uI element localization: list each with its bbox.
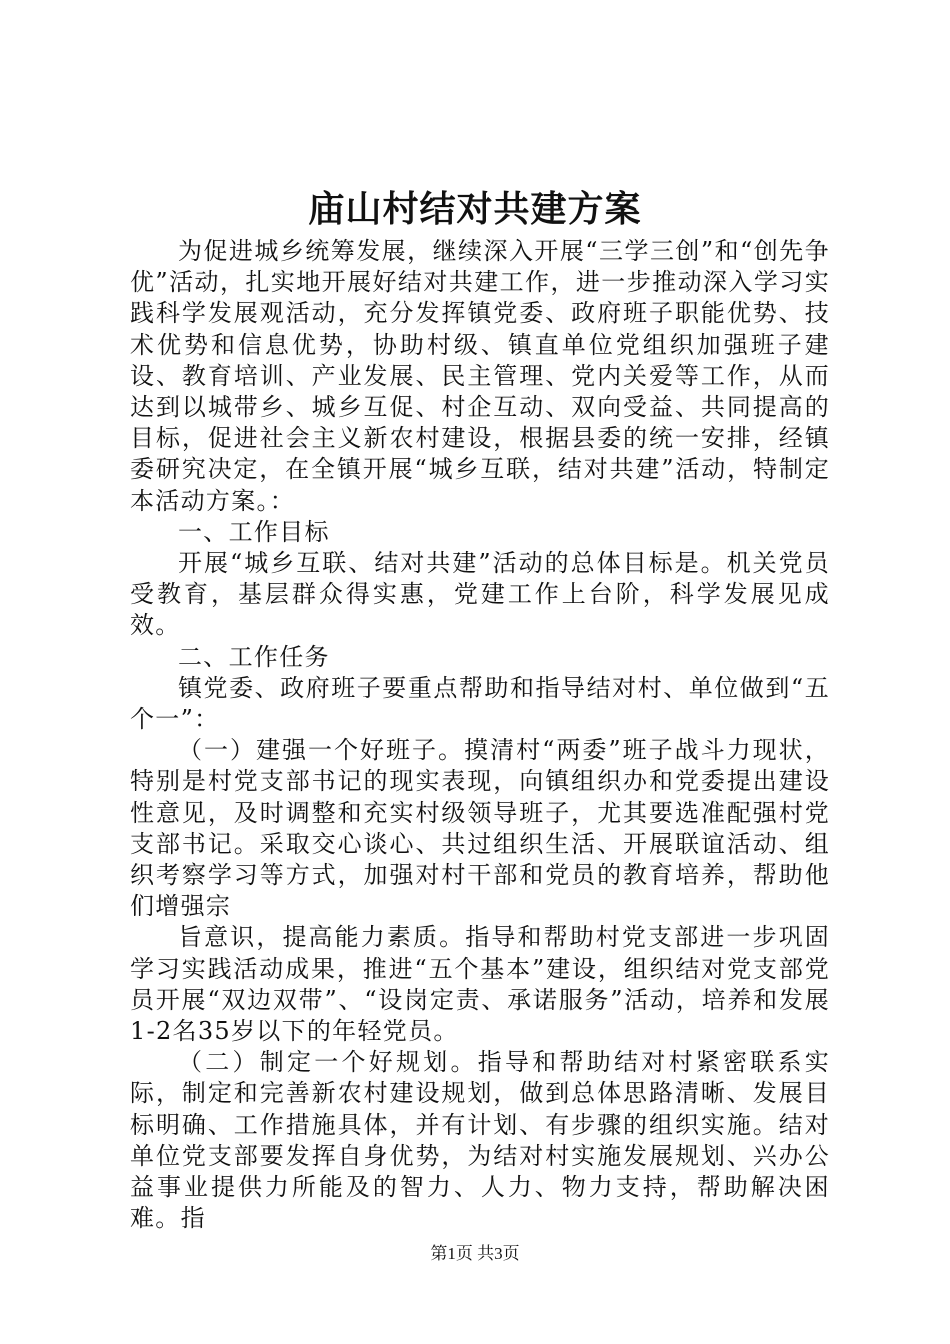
paragraph-tasks-intro: 镇党委、政府班子要重点帮助和指导结对村、单位做到“五个一”： bbox=[130, 673, 830, 734]
paragraph-task-1: （一）建强一个好班子。摸清村“两委”班子战斗力现状，特别是村党支部书记的现实表现，向镇组织办和党委提出建设性意见，及时调整和充实村级领导班子，尤其要选准配强村党支部书记。采取交心谈心、共过组织生活、开展联谊活动、组织考察学习等方式，加强对村干部和党员的教育培养，帮助他们增强宗 bbox=[130, 736, 830, 921]
section-heading-goals: 一、工作目标 bbox=[178, 517, 330, 546]
page-number: 第1页 共3页 bbox=[430, 1244, 520, 1263]
page-title: 庙山村结对共建方案 bbox=[308, 188, 642, 230]
document-body bbox=[130, 236, 830, 1235]
paragraph-goals: 开展“城乡互联、结对共建”活动的总体目标是。机关党员受教育，基层群众得实惠，党建工作上台阶，科学发展见成效。 bbox=[130, 549, 830, 640]
paragraph-intro: 为促进城乡统筹发展，继续深入开展“三学三创”和“创先争优”活动，扎实地开展好结对共建工作，进一步推动深入学习实践科学发展观活动，充分发挥镇党委、政府班子职能优势、技术优势和信息优势，协助村级、镇直单位党组织加强班子建设、教育培训、产业发展、民主管理、党内关爱等工作，从而达到以城带乡、城乡互促、村企互动、双向受益、共同提高的目标，促进社会主义新农村建设，根据县委的统一安排，经镇委研究决定，在全镇开展“城乡互联，结对共建”活动，特制定本活动方案。： bbox=[130, 237, 830, 515]
paragraph-task-1-cont: 旨意识，提高能力素质。指导和帮助村党支部进一步巩固学习实践活动成果，推进“五个基本”建设，组织结对党支部党员开展“双边双带”、“设岗定责、承诺服务”活动，培养和发展1-2名35岁以下的年轻党员。 bbox=[130, 923, 830, 1046]
section-heading-tasks: 二、工作任务 bbox=[178, 642, 330, 671]
paragraph-task-2: （二）制定一个好规划。指导和帮助结对村紧密联系实际，制定和完善新农村建设规划，做到总体思路清晰、发展目标明确、工作措施具体，并有计划、有步骤的组织实施。结对单位党支部要发挥自身优势，为结对村实施发展规划、兴办公益事业提供力所能及的智力、人力、物力支持，帮助解决困难。指 bbox=[130, 1048, 830, 1233]
